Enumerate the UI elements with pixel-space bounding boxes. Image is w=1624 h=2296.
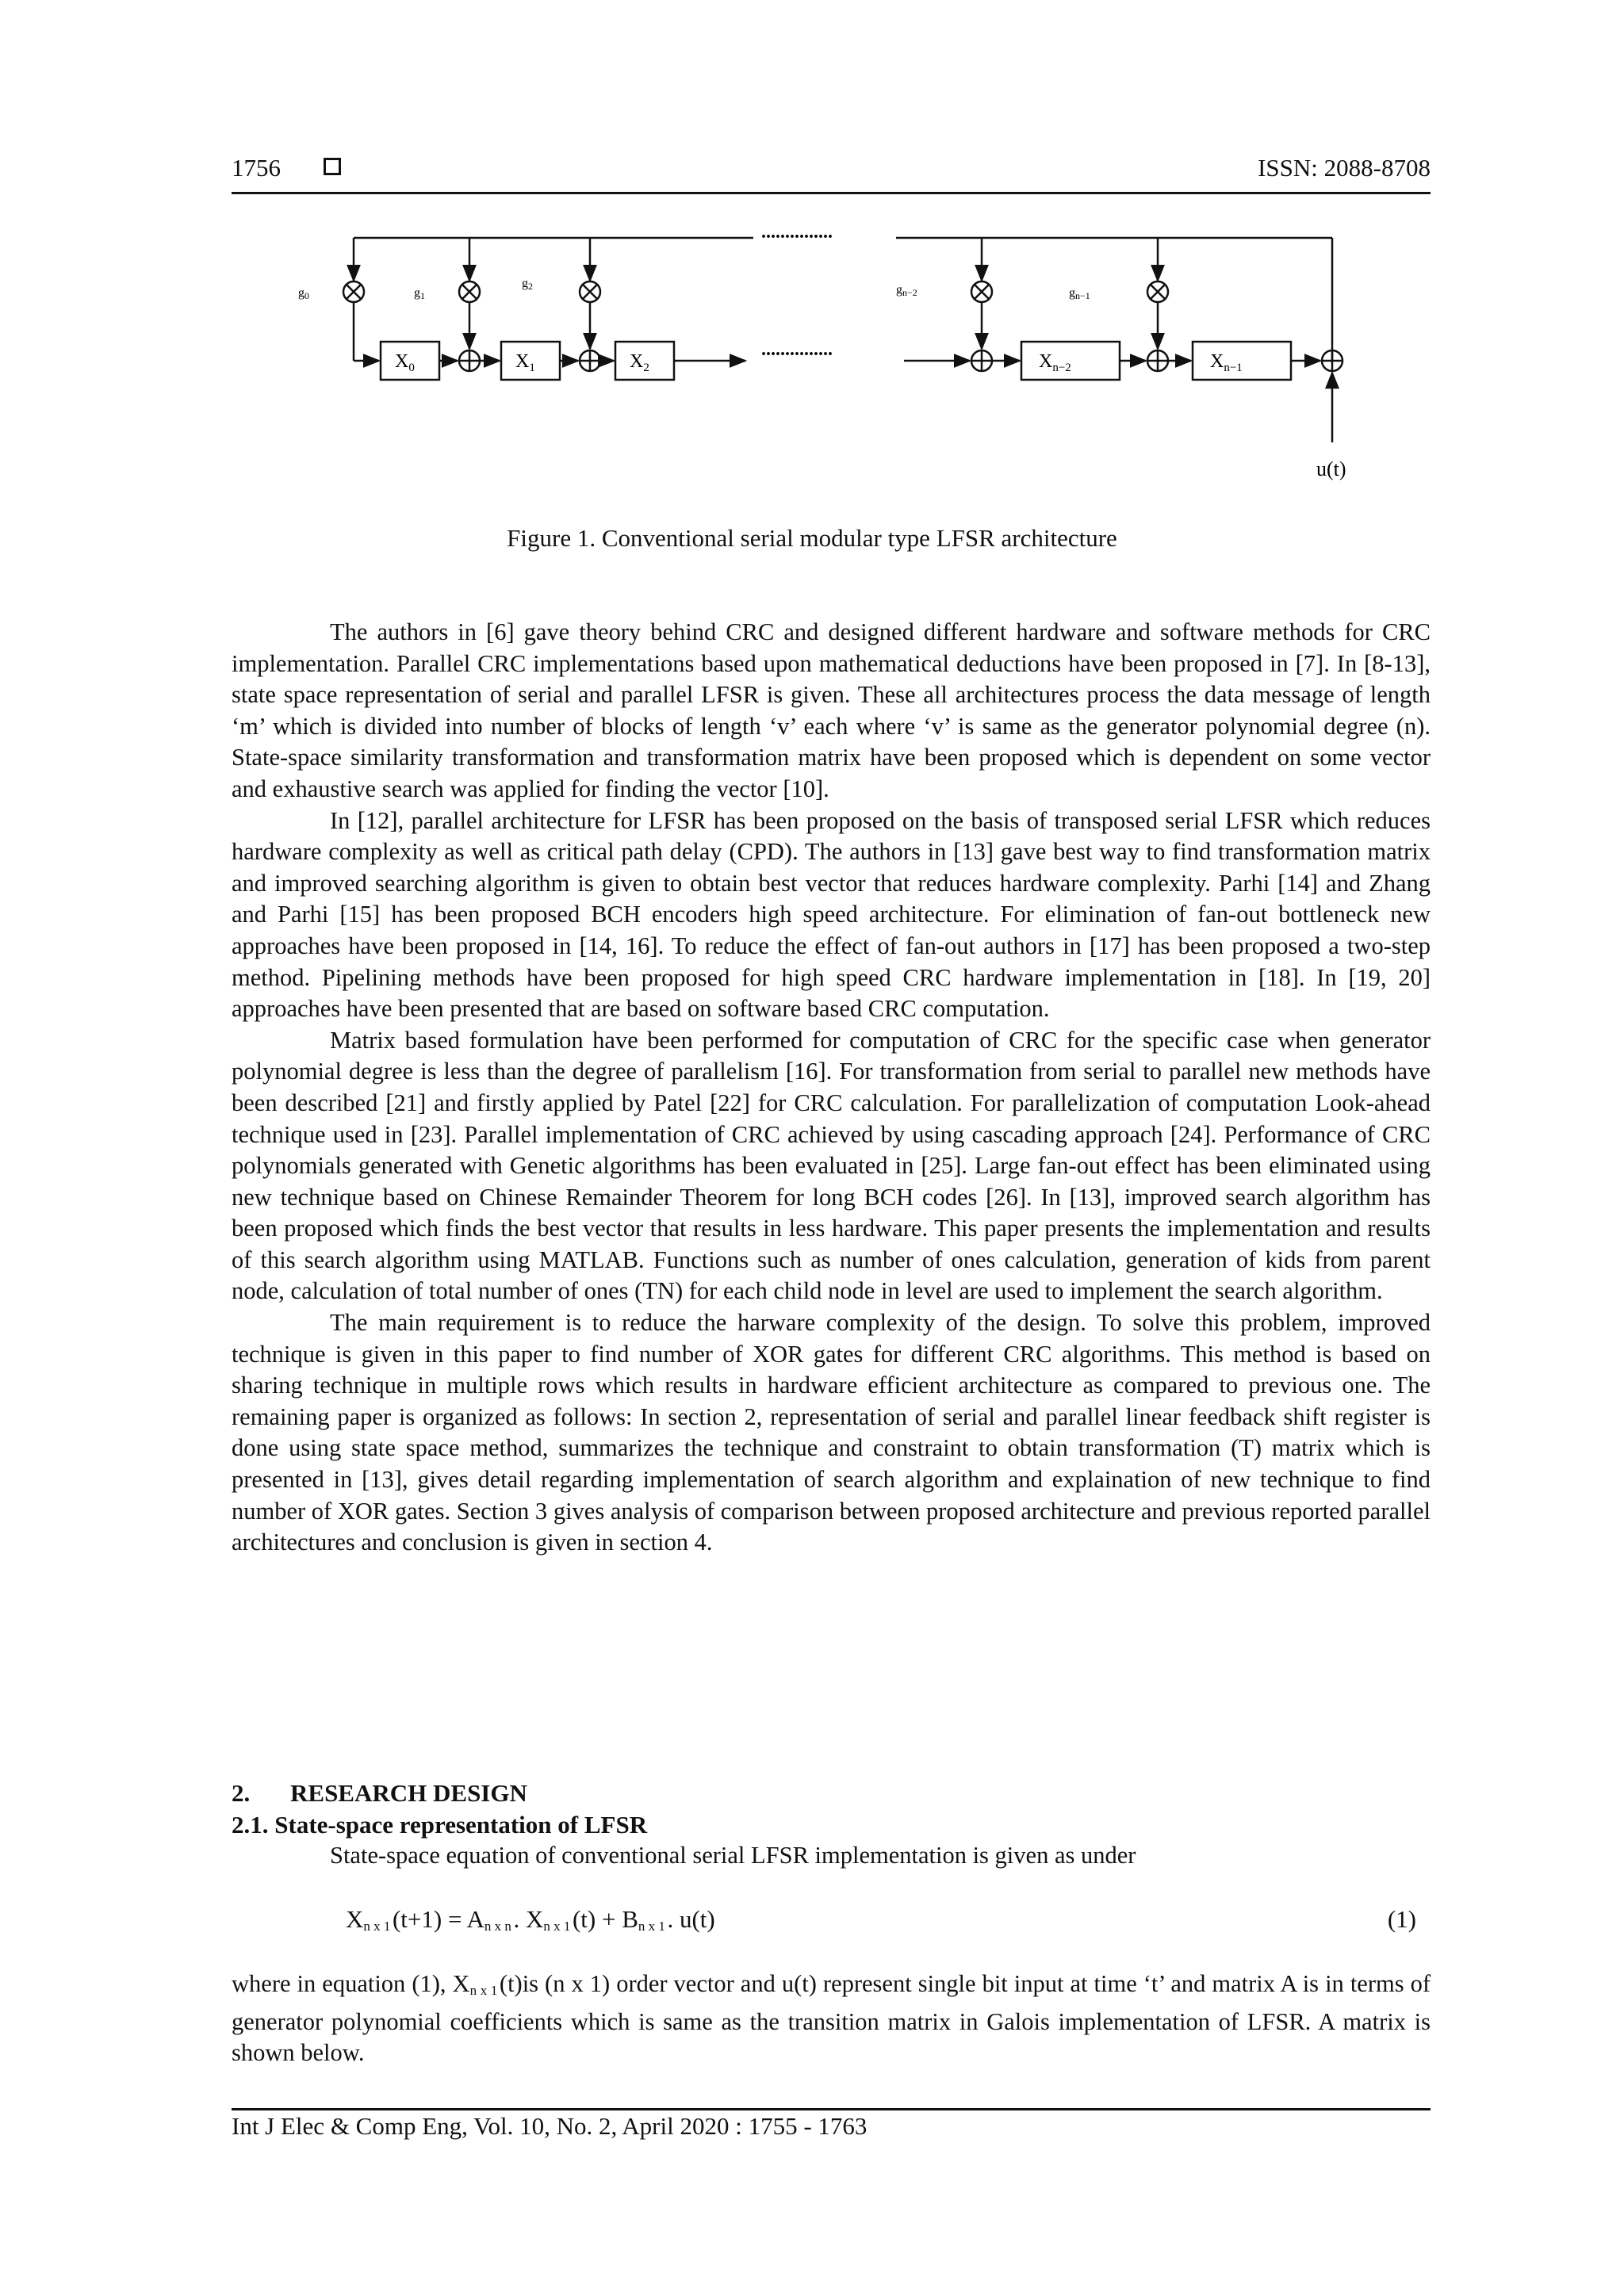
figure-dots-top: ............... (761, 222, 833, 243)
coeff-gn-1: gn−1 (1069, 286, 1090, 301)
subsection-title: 2.1. State-space representation of LFSR (232, 1811, 648, 1839)
coeff-g1: g1 (414, 286, 425, 301)
coeff-gn-2: gn−2 (896, 283, 917, 298)
coeff-g0: g0 (298, 286, 309, 301)
paragraph: The authors in [6] gave theory behind CRC and designed different hardware and software methods for CRC implementation. Parallel CRC implementations based upon mathematical deductions have been proposed in [7]. In [8-13], state space representation of serial and parallel LFSR is given. These all architectures process the data message of length ‘m’ which is divided into number of blocks of length ‘v’ each where ‘v’ is same as the generator polynomial degree (n). State-space similarity transformation and transformation matrix have been proposed which is dependent on some vector and exhaustive search was applied for finding the vector [10]. (232, 618, 1431, 802)
figure-lfsr-diagram (293, 214, 1372, 507)
paragraph: The main requirement is to reduce the harware complexity of the design. To solve this problem, improved technique is given in this paper to find number of XOR gates for different CRC algorithms. This method is based on sharing technique in multiple rows which results in hardware efficient architecture as compared to previous one. The remaining paper is organized as follows: In section 2, representation of serial and parallel linear feedback shift register is done using state space method, summarizes the technique and constraint to obtain transformation (T) matrix which is presented in [13], gives detail regarding implementation of search algorithm and explaination of new technique to find number of XOR gates. Section 3 gives analysis of comparison between proposed architecture and previous reported parallel architectures and conclusion is given in section 4. (232, 1309, 1431, 1556)
section-number: 2. (232, 1779, 251, 1807)
paragraph: In [12], parallel architecture for LFSR has been proposed on the basis of transposed serial LFSR which reduces hardware complexity as well as critical path delay (CPD). The authors in [13] gave best way to find transformation matrix and improved searching algorithm is given to obtain best vector that reduces hardware complexity. Parhi [14] and Zhang and Parhi [15] has been proposed BCH encoders high speed architecture. For elimination of fan-out bottleneck new approaches have been proposed in [14, 16]. To reduce the effect of fan-out authors in [17] has been proposed a two-step method. Pipelining methods have been proposed for high speed CRC hardware implementation in [18]. In [19, 20] approaches have been presented that are based on software based CRC computation. (232, 806, 1431, 1023)
equation: $X_{n x 1}$ $(t+1) = A_{n x n}$ . $X_{n x 1}$ $(t) + B_{n x 1}$ . u(t) (346, 1905, 715, 1934)
register-xn-1: $X_{n-1}$ (1210, 351, 1243, 374)
page-number: 1756 (232, 154, 281, 182)
input-label: u(t) (1316, 457, 1346, 480)
footer-rule (232, 2108, 1431, 2110)
header-box-icon (324, 158, 341, 175)
header-rule (232, 192, 1431, 194)
register-x0: $X_0$ (395, 351, 415, 374)
footer-citation: Int J Elec & Comp Eng, Vol. 10, No. 2, April 2020 : 1755 - 1763 (232, 2112, 868, 2140)
paragraph: Matrix based formulation have been performed for computation of CRC for the specific case when generator polynomial degree is less than the degree of parallelism [16]. For transformation from serial to parallel new methods have been described [21] and firstly applied by Patel [22] for CRC calculation. For parallelization of computation Look-ahead technique used in [23]. Parallel implementation of CRC achieved by using cascading approach [24]. Performance of CRC polynomials generated with Genetic algorithms has been evaluated in [25]. Large fan-out effect has been eliminated using new technique based on Chinese Remainder Theorem for long BCH codes [26]. In [13], improved search algorithm has been proposed which finds the best vector that results in less hardware. This paper presents the implementation and results of this search algorithm using MATLAB. Functions such as number of ones calculation, generation of kids from parent node, calculation of total number of ones (TN) for each child node in level are used to implement the search algorithm. (232, 1026, 1431, 1305)
equation-number: (1) (1387, 1905, 1416, 1933)
body-text (232, 617, 1431, 1559)
figure-caption: Figure 1. Conventional serial modular type LFSR architecture (507, 524, 1117, 552)
register-x2: $X_2$ (630, 351, 649, 374)
register-x1: $X_1$ (515, 351, 535, 374)
section-title: RESEARCH DESIGN (290, 1779, 527, 1807)
paragraph-after-equation: where in equation (1), $X_{n x 1}$ (t)is (n x 1) order vector and u(t) represent single bit input at time ‘t’ and matrix A is in terms of generator polynomial coefficients which is same as the transition matrix in Galois implementation of LFSR. A matrix is shown below. (232, 1970, 1431, 2067)
coeff-g2: g2 (522, 277, 533, 292)
figure-dots-middle: ............... (761, 339, 833, 360)
issn: ISSN: 2088-8708 (1258, 154, 1431, 182)
register-xn-2: $X_{n-2}$ (1039, 351, 1071, 374)
subsection-intro: State-space equation of conventional serial LFSR implementation is given as under (330, 1842, 1136, 1869)
